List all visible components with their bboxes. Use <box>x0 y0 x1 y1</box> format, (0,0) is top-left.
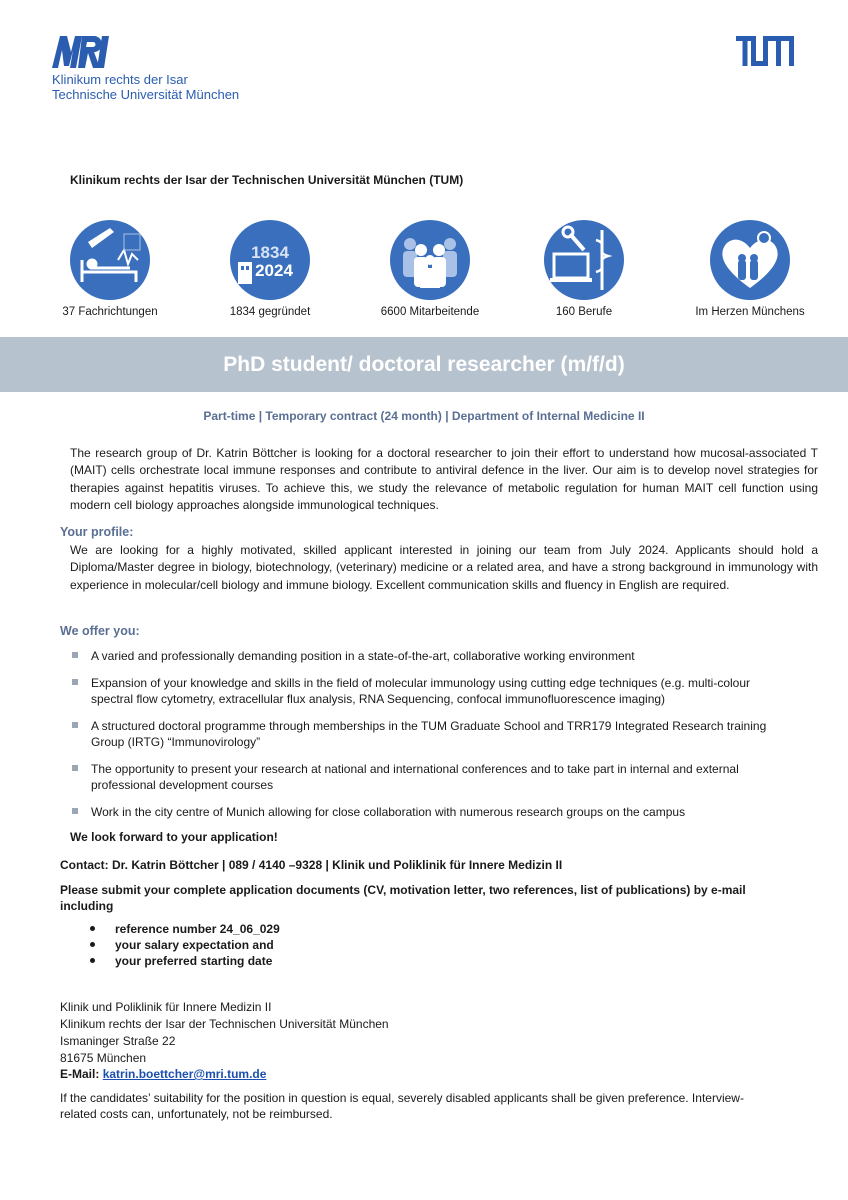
year-current-text: 2024 <box>255 261 293 280</box>
mri-logo-mark <box>52 36 110 68</box>
address-line: Ismaninger Straße 22 <box>60 1034 176 1048</box>
offer-item-text: Work in the city centre of Munich allowing for close collaboration with numerous research groups on the campus <box>91 805 686 819</box>
offer-item-text: Expansion of your knowledge and skills in the field of molecular immunology using cutting edge techniques (e.g. multi-colour spectral flow cytometry, extracellular flux analysis, RNA Sequencing, confocal immunofluorescence imaging) <box>91 676 751 706</box>
email-line <box>60 1067 266 1081</box>
requirement-text: your preferred starting date <box>115 954 273 968</box>
fact-location <box>670 220 830 318</box>
offer-item-text: A structured doctoral programme through memberships in the TUM Graduate School and TRR179 Integrated Research training Group (IRTG) “Immunovirology” <box>91 719 767 749</box>
email-link[interactable]: katrin.boettcher@mri.tum.de <box>102 1067 267 1081</box>
fact-label: Im Herzen Münchens <box>695 306 805 318</box>
address-line: Klinik und Poliklinik für Innere Medizin II <box>60 1000 272 1014</box>
bullet-dot-icon <box>90 942 95 947</box>
email-label: E-Mail: <box>60 1067 100 1081</box>
fact-departments <box>30 220 190 318</box>
bullet-square-icon <box>72 808 78 814</box>
requirement-text: reference number 24_06_029 <box>115 922 280 936</box>
fact-founded <box>190 220 350 318</box>
look-forward-text: We look forward to your application! <box>70 830 278 844</box>
requirements-list <box>90 921 280 969</box>
final-note: If the candidates’ suitability for the position in question is equal, severely disabled applicants shall be given preference. Interview-related costs can, unfortunately, not be reimbursed. <box>60 1091 744 1121</box>
offer-item-text: A varied and professionally demanding position in a state-of-the-art, collaborative working environment <box>91 649 635 663</box>
offer-item <box>72 718 792 750</box>
bullet-dot-icon <box>90 958 95 963</box>
professions-tools-icon <box>544 220 624 300</box>
bullet-square-icon <box>72 679 78 685</box>
staff-people-icon <box>390 220 470 300</box>
address-line: Klinikum rechts der Isar der Technischen Universität München <box>60 1017 389 1031</box>
founding-year-icon <box>230 220 310 300</box>
offer-item <box>72 761 792 793</box>
offer-list <box>72 648 792 820</box>
mri-logo <box>52 36 110 68</box>
submit-instructions: Please submit your complete application documents (CV, motivation letter, two references, list of publications) by e-mail including <box>60 883 746 913</box>
mri-line-1: Klinikum rechts der Isar <box>52 72 188 87</box>
bullet-dot-icon <box>90 926 95 931</box>
fact-label: 1834 gegründet <box>229 306 311 318</box>
requirement-text: your salary expectation and <box>115 938 274 952</box>
fact-staff <box>350 220 510 318</box>
offer-item <box>72 804 792 820</box>
offer-item <box>72 648 792 664</box>
fact-professions <box>504 220 664 318</box>
contact-line: Contact: Dr. Katrin Böttcher | 089 / 4140 –9328 | Klinik und Poliklinik für Innere Medizin II <box>60 858 563 872</box>
offer-item-text: The opportunity to present your research at national and international conferences and to take part in internal and external professional development courses <box>91 762 739 792</box>
hospital-bed-icon <box>70 220 150 300</box>
year-founded-text: 1834 <box>251 243 289 262</box>
fact-label: 6600 Mitarbeitende <box>380 306 480 318</box>
title-banner <box>0 337 848 392</box>
mri-wordmark <box>52 72 239 102</box>
facts-row <box>0 220 848 320</box>
bullet-square-icon <box>72 765 78 771</box>
fact-label: 37 Fachrichtungen <box>62 306 158 318</box>
requirement-item <box>90 953 280 969</box>
bullet-square-icon <box>72 652 78 658</box>
address-line: 81675 München <box>60 1051 147 1065</box>
fact-label: 160 Berufe <box>555 306 613 318</box>
tum-logo <box>736 36 794 71</box>
requirement-item <box>90 937 280 953</box>
bullet-square-icon <box>72 722 78 728</box>
postal-address <box>60 999 389 1067</box>
offer-item <box>72 675 792 707</box>
profile-paragraph: We are looking for a highly motivated, skilled applicant interested in joining our team from July 2024. Applicants should hold a Diploma/Master degree in biology, biotechnology, (veterinary) medicine or a related area, and have a strong background in immunology with experience in molecular/cell biology and immune biology. Excellent communication skills and fluency in English are required. <box>70 543 818 592</box>
profile-heading: Your profile: <box>60 525 134 539</box>
tum-logo-mark <box>736 36 794 66</box>
intro-paragraph: The research group of Dr. Katrin Böttcher is looking for a doctoral researcher to join their effort to understand how mucosal-associated T (MAIT) cells orchestrate local immune responses and contribute to antiviral defence in the liver. Our aim is to develop novel strategies for therapies against hepatitis viruses. To achieve this, we study the relevance of metabolic regulation for human MAIT cell function using modern cell biology approaches alongside immunological techniques. <box>70 446 818 513</box>
requirement-item <box>90 921 280 937</box>
institution-title: Klinikum rechts der Isar der Technischen Universität München (TUM) <box>70 173 464 187</box>
heart-location-icon <box>710 220 790 300</box>
offer-heading: We offer you: <box>60 624 140 638</box>
job-subtitle: Part-time | Temporary contract (24 month) | Department of Internal Medicine II <box>203 409 645 423</box>
job-title: PhD student/ doctoral researcher (m/f/d) <box>223 352 625 376</box>
mri-line-2: Technische Universität München <box>52 87 240 102</box>
